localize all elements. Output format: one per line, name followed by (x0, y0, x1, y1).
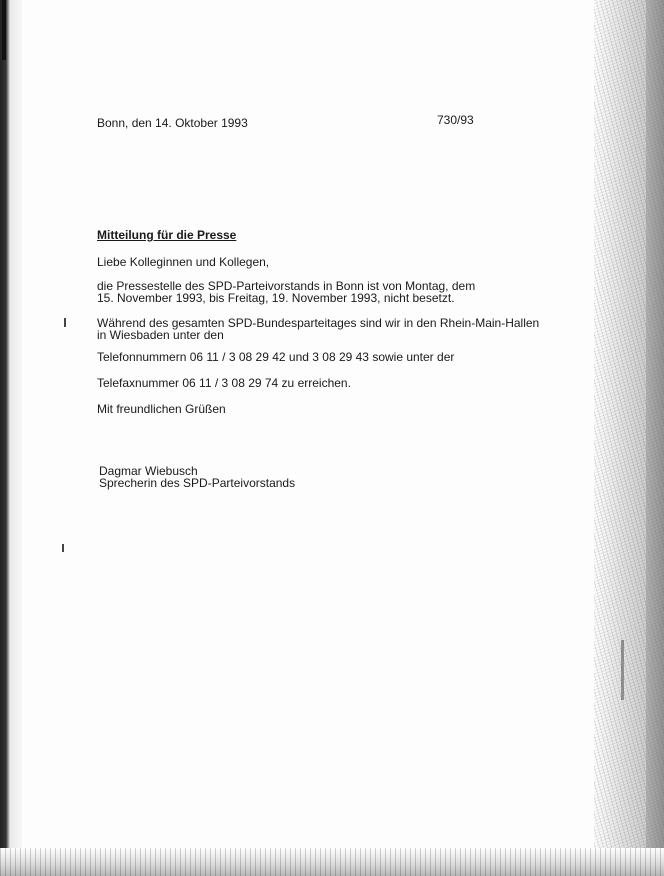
paragraph-1-line-1: die Pressestelle des SPD-Parteivorstands in Bonn ist von Montag, dem (97, 279, 476, 293)
closing: Mit freundlichen Grüßen (97, 402, 226, 416)
scan-speck (64, 318, 66, 327)
salutation: Liebe Kolleginnen und Kollegen, (97, 255, 270, 269)
reference-number: 730/93 (437, 113, 474, 127)
paragraph-2-line-1: Während des gesamten SPD-Bundesparteitages sind wir in den Rhein-Main-Hallen (97, 316, 540, 330)
press-release-heading: Mitteilung für die Presse (97, 228, 237, 242)
scan-speck (621, 640, 624, 700)
fax-line: Telefaxnummer 06 11 / 3 08 29 74 zu erreichen. (97, 376, 351, 390)
paragraph-1-line-2: 15. November 1993, bis Freitag, 19. November 1993, nicht besetzt. (97, 291, 455, 305)
phone-line: Telefonnummern 06 11 / 3 08 29 42 und 3 08 29 43 sowie unter der (97, 350, 455, 364)
scan-edge-left (0, 0, 22, 876)
scan-edge-right-shadow (646, 0, 664, 876)
paragraph-2-line-2: in Wiesbaden unter den (97, 328, 224, 342)
signatory-name: Dagmar Wiebusch (99, 464, 198, 478)
place-date: Bonn, den 14. Oktober 1993 (97, 116, 248, 130)
scan-edge-bottom (0, 848, 664, 876)
signatory-title: Sprecherin des SPD-Parteivorstands (99, 476, 296, 490)
scan-edge-mark (2, 0, 6, 60)
scan-speck (62, 544, 64, 552)
